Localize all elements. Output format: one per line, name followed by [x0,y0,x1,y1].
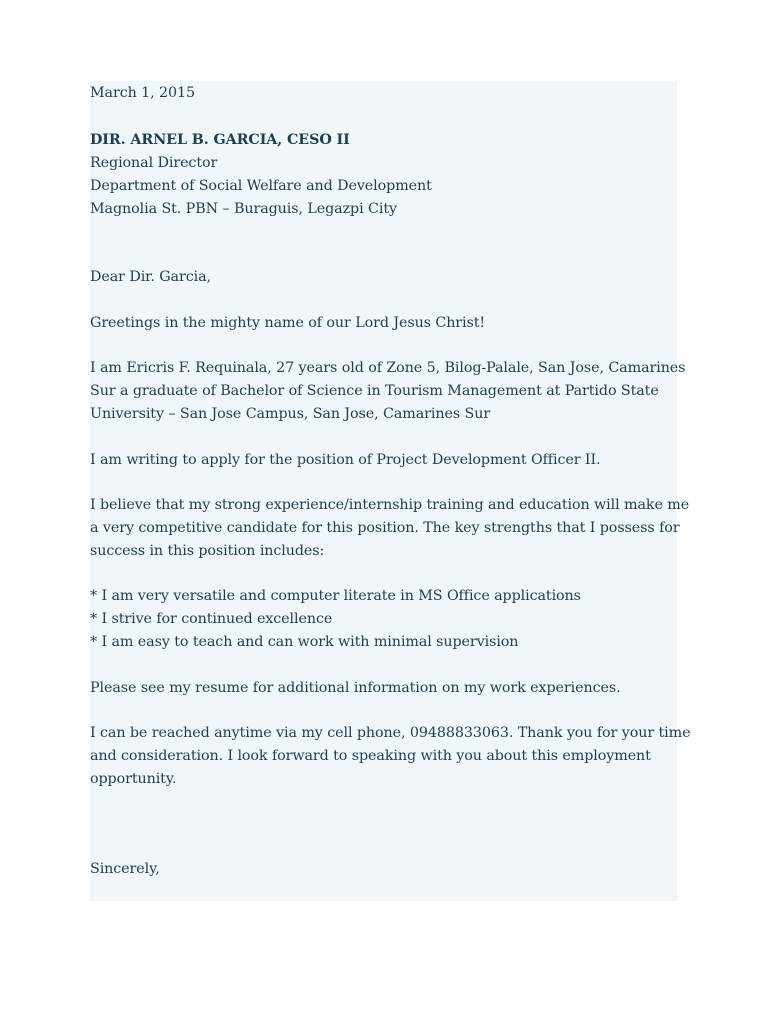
intro-line: Sur a graduate of Bachelor of Science in Tourism Management at Partido State [90,383,659,399]
salutation: Dear Dir. Garcia, [90,269,211,285]
belief-line: a very competitive candidate for this position. The key strengths that I possess for [90,520,680,536]
purpose-paragraph: I am writing to apply for the position of Project Development Officer II. [90,452,601,468]
contact-line: and consideration. I look forward to speaking with you about this employment [90,748,651,764]
belief-line: success in this position includes: [90,543,325,559]
recipient-name: DIR. ARNEL B. GARCIA, CESO II [90,132,350,148]
strength-item: * I am easy to teach and can work with minimal supervision [90,634,519,650]
closing: Sincerely, [90,861,160,877]
resume-note: Please see my resume for additional information on my work experiences. [90,680,621,696]
recipient-department: Department of Social Welfare and Development [90,178,432,194]
greeting: Greetings in the mighty name of our Lord Jesus Christ! [90,315,486,331]
intro-line: University – San Jose Campus, San Jose, Camarines Sur [90,406,491,422]
letter-date: March 1, 2015 [90,85,196,101]
strength-item: * I am very versatile and computer literate in MS Office applications [90,588,581,604]
contact-line: I can be reached anytime via my cell phone, 09488833063. Thank you for your time [90,725,691,741]
belief-line: I believe that my strong experience/internship training and education will make me [90,497,690,513]
strength-item: * I strive for continued excellence [90,611,333,627]
recipient-title: Regional Director [90,155,218,171]
intro-line: I am Ericris F. Requinala, 27 years old of Zone 5, Bilog-Palale, San Jose, Camarines [90,360,686,376]
contact-line: opportunity. [90,771,177,787]
recipient-address: Magnolia St. PBN – Buraguis, Legazpi City [90,201,397,217]
